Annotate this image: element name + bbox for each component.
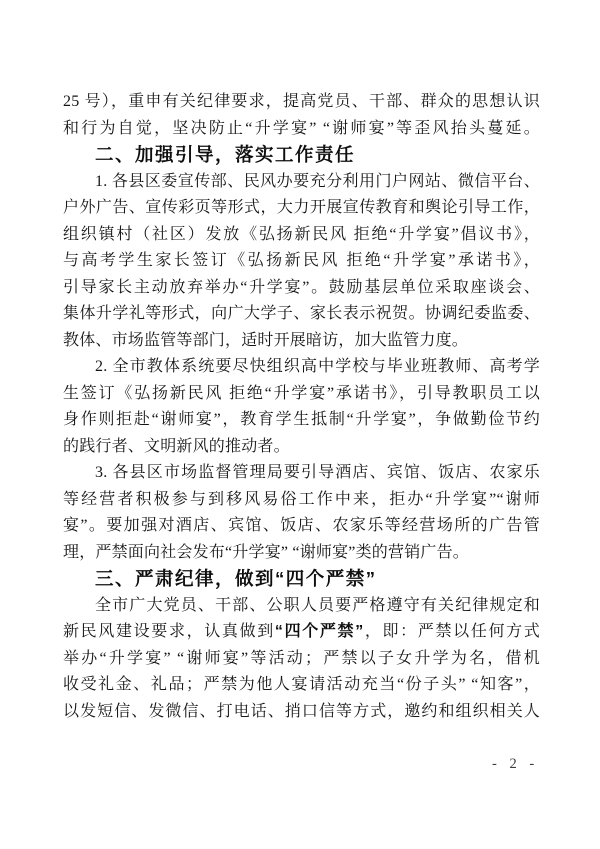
doc-line: 和行为自觉，坚决防止“升学宴” “谢师宴”等歪风抬头蔓延。 <box>63 119 540 137</box>
doc-line: 教体、市场监管等部门，适时开展暗访，加大监管力度。 <box>63 331 469 349</box>
document-body <box>63 89 540 725</box>
doc-line: 全市广大党员、干部、公职人员要严格遵守有关纪律规定和 <box>95 596 540 614</box>
doc-line: 收受礼金、礼品；严禁为他人宴请活动充当“份子头” “知客”， <box>63 676 540 693</box>
doc-line: 等经营者积极参与到移风易俗工作中来，拒办“升学宴”“谢师 <box>63 490 540 508</box>
doc-line: 组织镇村（社区）发放《弘扬新民风 拒绝“升学宴”倡议书》， <box>63 225 540 243</box>
doc-line: 引导家长主动放弃举办“升学宴”。鼓励基层单位采取座谈会、 <box>63 278 540 296</box>
doc-line: 举办“升学宴” “谢师宴”等活动；严禁以子女升学为名，借机 <box>63 649 540 667</box>
doc-line: 生签订《弘扬新民风 拒绝“升学宴”承诺书》，引导教职员工以 <box>63 384 540 402</box>
doc-line <box>63 619 540 646</box>
doc-line: 宴”。要加强对酒店、宾馆、饭店、农家乐等经营场所的广告管 <box>63 517 540 534</box>
doc-line: 2. 全市教体系统要尽快组织高中学校与毕业班教师、高考学 <box>95 358 540 375</box>
section-2-heading: 二、加强引导，落实工作责任 <box>95 144 356 165</box>
doc-line: 1. 各县区委宣传部、民风办要充分利用门户网站、微信平台、 <box>95 172 540 190</box>
doc-line: 3. 各县区市场监督管理局要引导酒店、宾馆、饭店、农家乐 <box>95 464 540 481</box>
page-number: - 2 - <box>492 756 537 772</box>
doc-line: 户外广告、宣传彩页等形式，大力开展宣传教育和舆论引导工作， <box>63 199 540 216</box>
four-prohibitions-emphasis: “四个严禁” <box>274 623 364 640</box>
line-post: ，即：严禁以任何方式 <box>363 623 540 640</box>
doc-line: 与高考学生家长签订《弘扬新民风 拒绝“升学宴”承诺书》， <box>63 252 540 269</box>
doc-line: 理，严禁面向社会发布“升学宴” “谢师宴”类的营销广告。 <box>63 543 470 561</box>
line-pre: 新民风建设要求，认真做到 <box>63 623 275 640</box>
doc-line: 的践行者、文明新风的推动者。 <box>63 437 290 455</box>
doc-line: 25 号），重申有关纪律要求，提高党员、干部、群众的思想认识 <box>63 93 540 110</box>
doc-line: 集体升学礼等形式，向广大学子、家长表示祝贺。协调纪委监委、 <box>63 305 540 322</box>
section-3-heading: 三、严肃纪律，做到“四个严禁” <box>95 568 377 589</box>
doc-line: 以发短信、发微信、打电话、捎口信等方式，邀约和组织相关人 <box>63 702 540 720</box>
doc-line: 身作则拒赴“谢师宴”，教育学生抵制“升学宴”，争做勤俭节约 <box>63 411 540 428</box>
